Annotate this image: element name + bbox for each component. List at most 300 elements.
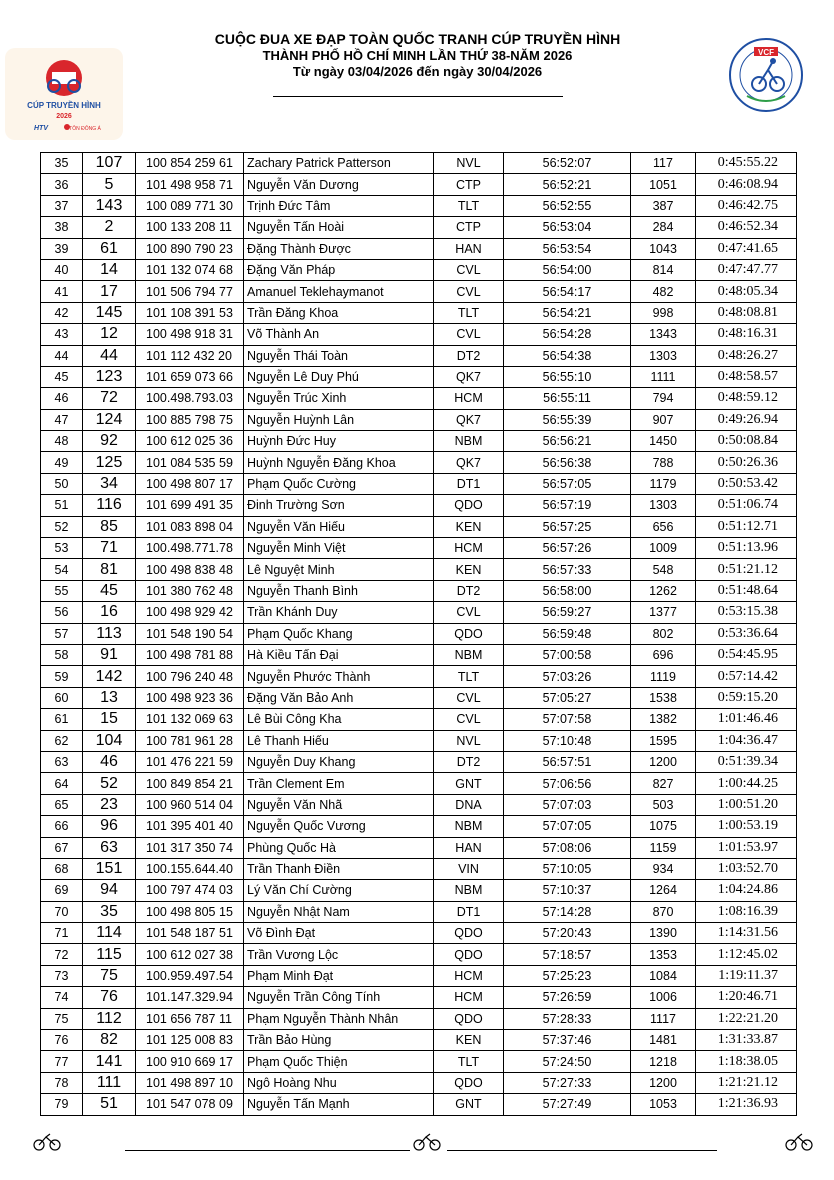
rider-team: TLT	[434, 195, 504, 216]
rider-uci-id: 101 132 074 68	[136, 259, 244, 280]
rider-time: 56:53:04	[504, 217, 631, 238]
rider-team: QDO	[434, 923, 504, 944]
rider-uci-id: 100 133 208 11	[136, 217, 244, 238]
rider-gap: 1:00:53.19	[696, 816, 797, 837]
rider-time: 56:55:11	[504, 388, 631, 409]
rider-team: KEN	[434, 516, 504, 537]
rider-uci-id: 101 498 897 10	[136, 1072, 244, 1093]
rider-uci-id: 100.959.497.54	[136, 965, 244, 986]
rider-team: HAN	[434, 238, 504, 259]
rider-rank: 55	[41, 580, 83, 601]
rider-rank: 58	[41, 644, 83, 665]
rider-time: 57:06:56	[504, 773, 631, 794]
table-row	[41, 666, 797, 687]
rider-points: 696	[631, 644, 696, 665]
header-underline	[273, 96, 563, 97]
rider-team: NBM	[434, 431, 504, 452]
rider-gap: 1:31:33.87	[696, 1030, 797, 1051]
rider-team: NVL	[434, 730, 504, 751]
table-row	[41, 965, 797, 986]
table-row	[41, 837, 797, 858]
rider-time: 56:52:07	[504, 153, 631, 174]
rider-time: 57:05:27	[504, 687, 631, 708]
rider-bib: 141	[83, 1051, 136, 1072]
rider-name: Đặng Thành Được	[244, 238, 434, 259]
rider-bib: 114	[83, 923, 136, 944]
table-row	[41, 473, 797, 494]
rider-time: 57:18:57	[504, 944, 631, 965]
rider-gap: 0:54:45.95	[696, 644, 797, 665]
rider-points: 814	[631, 259, 696, 280]
table-row	[41, 388, 797, 409]
rider-time: 56:58:00	[504, 580, 631, 601]
rider-points: 1009	[631, 538, 696, 559]
logo-brand-htv: HTV	[34, 125, 48, 132]
rider-gap: 0:48:05.34	[696, 281, 797, 302]
rider-name: Nguyễn Duy Khang	[244, 751, 434, 772]
rider-team: HCM	[434, 987, 504, 1008]
rider-bib: 145	[83, 302, 136, 323]
table-row	[41, 238, 797, 259]
rider-uci-id: 101 317 350 74	[136, 837, 244, 858]
rider-uci-id: 101 132 069 63	[136, 709, 244, 730]
rider-uci-id: 101 699 491 35	[136, 495, 244, 516]
rider-points: 1595	[631, 730, 696, 751]
table-row	[41, 687, 797, 708]
event-logo	[5, 48, 123, 140]
rider-time: 56:52:55	[504, 195, 631, 216]
rider-rank: 44	[41, 345, 83, 366]
rider-gap: 0:53:36.64	[696, 623, 797, 644]
rider-bib: 12	[83, 324, 136, 345]
table-row	[41, 751, 797, 772]
table-row	[41, 816, 797, 837]
rider-gap: 0:50:26.36	[696, 452, 797, 473]
rider-rank: 60	[41, 687, 83, 708]
table-row	[41, 153, 797, 174]
rider-name: Đặng Văn Bảo Anh	[244, 687, 434, 708]
rider-name: Huỳnh Đức Huy	[244, 431, 434, 452]
rider-uci-id: 100 890 790 23	[136, 238, 244, 259]
table-row	[41, 709, 797, 730]
rider-gap: 1:08:16.39	[696, 901, 797, 922]
table-row	[41, 1051, 797, 1072]
rider-bib: 5	[83, 174, 136, 195]
rider-time: 56:54:28	[504, 324, 631, 345]
rider-name: Phạm Minh Đạt	[244, 965, 434, 986]
rider-team: DT1	[434, 901, 504, 922]
rider-gap: 0:51:13.96	[696, 538, 797, 559]
rider-points: 788	[631, 452, 696, 473]
rider-rank: 35	[41, 153, 83, 174]
rider-name: Phạm Quốc Cường	[244, 473, 434, 494]
rider-points: 907	[631, 409, 696, 430]
rider-name: Phạm Quốc Thiện	[244, 1051, 434, 1072]
rider-time: 56:55:10	[504, 366, 631, 387]
rider-name: Nguyễn Tấn Mạnh	[244, 1094, 434, 1115]
rider-bib: 46	[83, 751, 136, 772]
rider-points: 1200	[631, 751, 696, 772]
rider-points: 1084	[631, 965, 696, 986]
table-row	[41, 644, 797, 665]
header-title: CUỘC ĐUA XE ĐẠP TOÀN QUỐC TRANH CÚP TRUYỀN HÌNH	[214, 31, 621, 47]
table-row	[41, 580, 797, 601]
rider-gap: 0:51:06.74	[696, 495, 797, 516]
rider-uci-id: 101 112 432 20	[136, 345, 244, 366]
footer-line-right	[447, 1150, 717, 1151]
rider-gap: 0:47:47.77	[696, 259, 797, 280]
rider-time: 56:54:38	[504, 345, 631, 366]
rider-bib: 61	[83, 238, 136, 259]
rider-uci-id: 101 084 535 59	[136, 452, 244, 473]
rider-time: 56:52:21	[504, 174, 631, 195]
rider-team: QK7	[434, 409, 504, 430]
rider-rank: 38	[41, 217, 83, 238]
rider-time: 57:08:06	[504, 837, 631, 858]
rider-name: Nguyễn Văn Dương	[244, 174, 434, 195]
rider-gap: 0:47:41.65	[696, 238, 797, 259]
rider-points: 548	[631, 559, 696, 580]
table-row	[41, 538, 797, 559]
rider-uci-id: 101 548 187 51	[136, 923, 244, 944]
rider-rank: 71	[41, 923, 83, 944]
table-row	[41, 409, 797, 430]
rider-team: QDO	[434, 1072, 504, 1093]
rider-rank: 39	[41, 238, 83, 259]
table-row	[41, 987, 797, 1008]
table-row	[41, 773, 797, 794]
rider-team: HCM	[434, 388, 504, 409]
table-row	[41, 1094, 797, 1115]
rider-rank: 42	[41, 302, 83, 323]
rider-team: QK7	[434, 452, 504, 473]
rider-uci-id: 101 380 762 48	[136, 580, 244, 601]
rider-points: 1382	[631, 709, 696, 730]
rider-gap: 1:04:24.86	[696, 880, 797, 901]
rider-rank: 74	[41, 987, 83, 1008]
rider-bib: 82	[83, 1030, 136, 1051]
rider-team: DT1	[434, 473, 504, 494]
rider-team: DT2	[434, 751, 504, 772]
rider-name: Võ Đình Đạt	[244, 923, 434, 944]
rider-uci-id: 100 960 514 04	[136, 794, 244, 815]
rider-rank: 64	[41, 773, 83, 794]
rider-gap: 0:45:55.22	[696, 153, 797, 174]
rider-uci-id: 101 659 073 66	[136, 366, 244, 387]
rider-time: 57:00:58	[504, 644, 631, 665]
table-row	[41, 495, 797, 516]
rider-rank: 52	[41, 516, 83, 537]
rider-time: 57:27:49	[504, 1094, 631, 1115]
rider-points: 1117	[631, 1008, 696, 1029]
rider-team: CTP	[434, 217, 504, 238]
rider-uci-id: 100 498 923 36	[136, 687, 244, 708]
rider-bib: 143	[83, 195, 136, 216]
rider-name: Nguyễn Trúc Xinh	[244, 388, 434, 409]
rider-team: DT2	[434, 345, 504, 366]
rider-points: 1303	[631, 345, 696, 366]
rider-time: 56:55:39	[504, 409, 631, 430]
rider-gap: 0:46:52.34	[696, 217, 797, 238]
rider-name: Lê Nguyệt Minh	[244, 559, 434, 580]
table-row	[41, 217, 797, 238]
federation-logo	[727, 36, 805, 114]
rider-team: CVL	[434, 324, 504, 345]
rider-points: 1377	[631, 602, 696, 623]
rider-rank: 69	[41, 880, 83, 901]
rider-team: KEN	[434, 559, 504, 580]
rider-gap: 1:00:51.20	[696, 794, 797, 815]
rider-bib: 113	[83, 623, 136, 644]
rider-gap: 1:01:53.97	[696, 837, 797, 858]
rider-name: Zachary Patrick Patterson	[244, 153, 434, 174]
rider-bib: 2	[83, 217, 136, 238]
rider-time: 57:20:43	[504, 923, 631, 944]
rider-rank: 77	[41, 1051, 83, 1072]
rider-points: 1051	[631, 174, 696, 195]
rider-uci-id: 101 083 898 04	[136, 516, 244, 537]
rider-uci-id: 100 498 838 48	[136, 559, 244, 580]
cyclist-icon	[30, 1132, 64, 1152]
rider-name: Phạm Quốc Khang	[244, 623, 434, 644]
rider-rank: 75	[41, 1008, 83, 1029]
rider-gap: 1:18:38.05	[696, 1051, 797, 1072]
rider-rank: 65	[41, 794, 83, 815]
rider-gap: 0:51:48.64	[696, 580, 797, 601]
rider-gap: 1:04:36.47	[696, 730, 797, 751]
rider-time: 56:54:21	[504, 302, 631, 323]
rider-uci-id: 100 849 854 21	[136, 773, 244, 794]
rider-rank: 73	[41, 965, 83, 986]
table-row	[41, 174, 797, 195]
rider-team: TLT	[434, 1051, 504, 1072]
rider-name: Hà Kiều Tấn Đại	[244, 644, 434, 665]
table-row	[41, 324, 797, 345]
rider-bib: 125	[83, 452, 136, 473]
rider-time: 57:07:03	[504, 794, 631, 815]
rider-gap: 1:01:46.46	[696, 709, 797, 730]
logo-title: CÚP TRUYỀN HÌNH	[27, 101, 101, 110]
table-row	[41, 794, 797, 815]
table-row	[41, 880, 797, 901]
rider-rank: 50	[41, 473, 83, 494]
rider-bib: 81	[83, 559, 136, 580]
rider-bib: 124	[83, 409, 136, 430]
rider-name: Trần Thanh Điền	[244, 858, 434, 879]
header-subtitle: THÀNH PHỐ HỒ CHÍ MINH LẦN THỨ 38-NĂM 2026	[262, 48, 573, 63]
rider-gap: 1:12:45.02	[696, 944, 797, 965]
rider-team: NBM	[434, 880, 504, 901]
rider-time: 56:56:21	[504, 431, 631, 452]
rider-uci-id: 100 910 669 17	[136, 1051, 244, 1072]
rider-bib: 104	[83, 730, 136, 751]
rider-points: 998	[631, 302, 696, 323]
rider-rank: 45	[41, 366, 83, 387]
rider-time: 56:56:38	[504, 452, 631, 473]
rider-gap: 0:48:26.27	[696, 345, 797, 366]
rider-bib: 17	[83, 281, 136, 302]
rider-points: 1075	[631, 816, 696, 837]
rider-name: Đặng Văn Pháp	[244, 259, 434, 280]
rider-points: 1006	[631, 987, 696, 1008]
rider-bib: 13	[83, 687, 136, 708]
cyclist-icon	[782, 1132, 816, 1152]
rider-points: 482	[631, 281, 696, 302]
rider-bib: 96	[83, 816, 136, 837]
rider-points: 284	[631, 217, 696, 238]
table-row	[41, 923, 797, 944]
rider-bib: 16	[83, 602, 136, 623]
rider-name: Nguyễn Nhật Nam	[244, 901, 434, 922]
results-table	[40, 152, 797, 1116]
rider-bib: 75	[83, 965, 136, 986]
rider-name: Nguyễn Huỳnh Lân	[244, 409, 434, 430]
rider-rank: 54	[41, 559, 83, 580]
logo-brand-tda: TÔN ĐÔNG Á	[69, 126, 101, 132]
rider-points: 1111	[631, 366, 696, 387]
rider-uci-id: 101 498 958 71	[136, 174, 244, 195]
rider-uci-id: 101.147.329.94	[136, 987, 244, 1008]
rider-uci-id: 101 395 401 40	[136, 816, 244, 837]
rider-bib: 115	[83, 944, 136, 965]
rider-points: 794	[631, 388, 696, 409]
rider-rank: 59	[41, 666, 83, 687]
rider-bib: 15	[83, 709, 136, 730]
rider-name: Trần Khánh Duy	[244, 602, 434, 623]
rider-time: 57:14:28	[504, 901, 631, 922]
rider-points: 1218	[631, 1051, 696, 1072]
rider-team: TLT	[434, 302, 504, 323]
rider-points: 656	[631, 516, 696, 537]
rider-team: HAN	[434, 837, 504, 858]
rider-time: 57:10:05	[504, 858, 631, 879]
rider-gap: 0:48:59.12	[696, 388, 797, 409]
rider-bib: 116	[83, 495, 136, 516]
table-row	[41, 259, 797, 280]
rider-time: 57:28:33	[504, 1008, 631, 1029]
table-row	[41, 516, 797, 537]
rider-points: 870	[631, 901, 696, 922]
rider-time: 56:57:19	[504, 495, 631, 516]
rider-time: 57:25:23	[504, 965, 631, 986]
rider-points: 503	[631, 794, 696, 815]
rider-time: 56:54:00	[504, 259, 631, 280]
rider-rank: 79	[41, 1094, 83, 1115]
table-row	[41, 559, 797, 580]
rider-time: 57:24:50	[504, 1051, 631, 1072]
rider-team: QDO	[434, 944, 504, 965]
rider-time: 56:57:51	[504, 751, 631, 772]
rider-gap: 0:46:08.94	[696, 174, 797, 195]
rider-name: Nguyễn Quốc Vương	[244, 816, 434, 837]
rider-name: Trần Bảo Hùng	[244, 1030, 434, 1051]
rider-name: Lê Thanh Hiếu	[244, 730, 434, 751]
rider-rank: 53	[41, 538, 83, 559]
rider-name: Trần Clement Em	[244, 773, 434, 794]
rider-uci-id: 100 498 807 17	[136, 473, 244, 494]
rider-name: Nguyễn Lê Duy Phú	[244, 366, 434, 387]
table-row	[41, 1072, 797, 1093]
rider-points: 1538	[631, 687, 696, 708]
table-row	[41, 452, 797, 473]
rider-rank: 57	[41, 623, 83, 644]
rider-points: 1053	[631, 1094, 696, 1115]
rider-time: 57:10:37	[504, 880, 631, 901]
rider-gap: 1:19:11.37	[696, 965, 797, 986]
rider-team: QDO	[434, 495, 504, 516]
rider-gap: 1:21:36.93	[696, 1094, 797, 1115]
rider-uci-id: 100 089 771 30	[136, 195, 244, 216]
table-row	[41, 623, 797, 644]
federation-logo-text: VCF	[758, 48, 774, 57]
rider-uci-id: 100 781 961 28	[136, 730, 244, 751]
rider-points: 1179	[631, 473, 696, 494]
rider-bib: 52	[83, 773, 136, 794]
rider-bib: 92	[83, 431, 136, 452]
rider-points: 1264	[631, 880, 696, 901]
rider-gap: 1:21:21.12	[696, 1072, 797, 1093]
rider-team: CVL	[434, 602, 504, 623]
rider-team: KEN	[434, 1030, 504, 1051]
rider-team: QK7	[434, 366, 504, 387]
rider-points: 827	[631, 773, 696, 794]
rider-uci-id: 101 476 221 59	[136, 751, 244, 772]
rider-rank: 78	[41, 1072, 83, 1093]
rider-rank: 43	[41, 324, 83, 345]
rider-bib: 45	[83, 580, 136, 601]
rider-gap: 0:49:26.94	[696, 409, 797, 430]
rider-time: 56:57:05	[504, 473, 631, 494]
rider-team: CVL	[434, 709, 504, 730]
rider-bib: 71	[83, 538, 136, 559]
rider-bib: 63	[83, 837, 136, 858]
table-row	[41, 431, 797, 452]
rider-gap: 0:48:58.57	[696, 366, 797, 387]
rider-gap: 0:59:15.20	[696, 687, 797, 708]
rider-bib: 85	[83, 516, 136, 537]
rider-rank: 56	[41, 602, 83, 623]
rider-name: Ngô Hoàng Nhu	[244, 1072, 434, 1093]
rider-time: 57:26:59	[504, 987, 631, 1008]
rider-time: 56:53:54	[504, 238, 631, 259]
rider-gap: 0:51:12.71	[696, 516, 797, 537]
rider-rank: 51	[41, 495, 83, 516]
rider-uci-id: 100 796 240 48	[136, 666, 244, 687]
rider-name: Amanuel Teklehaymanot	[244, 281, 434, 302]
rider-name: Nguyễn Thái Toàn	[244, 345, 434, 366]
rider-points: 934	[631, 858, 696, 879]
logo-year: 2026	[56, 113, 72, 120]
rider-rank: 37	[41, 195, 83, 216]
rider-rank: 46	[41, 388, 83, 409]
rider-gap: 0:51:39.34	[696, 751, 797, 772]
rider-bib: 76	[83, 987, 136, 1008]
rider-time: 56:57:33	[504, 559, 631, 580]
rider-bib: 112	[83, 1008, 136, 1029]
rider-team: DNA	[434, 794, 504, 815]
table-row	[41, 366, 797, 387]
rider-team: TLT	[434, 666, 504, 687]
rider-rank: 68	[41, 858, 83, 879]
rider-bib: 123	[83, 366, 136, 387]
rider-team: NVL	[434, 153, 504, 174]
rider-name: Nguyễn Văn Hiếu	[244, 516, 434, 537]
rider-name: Nguyễn Thanh Bình	[244, 580, 434, 601]
rider-uci-id: 100 885 798 75	[136, 409, 244, 430]
rider-points: 1353	[631, 944, 696, 965]
rider-rank: 49	[41, 452, 83, 473]
rider-gap: 1:22:21.20	[696, 1008, 797, 1029]
